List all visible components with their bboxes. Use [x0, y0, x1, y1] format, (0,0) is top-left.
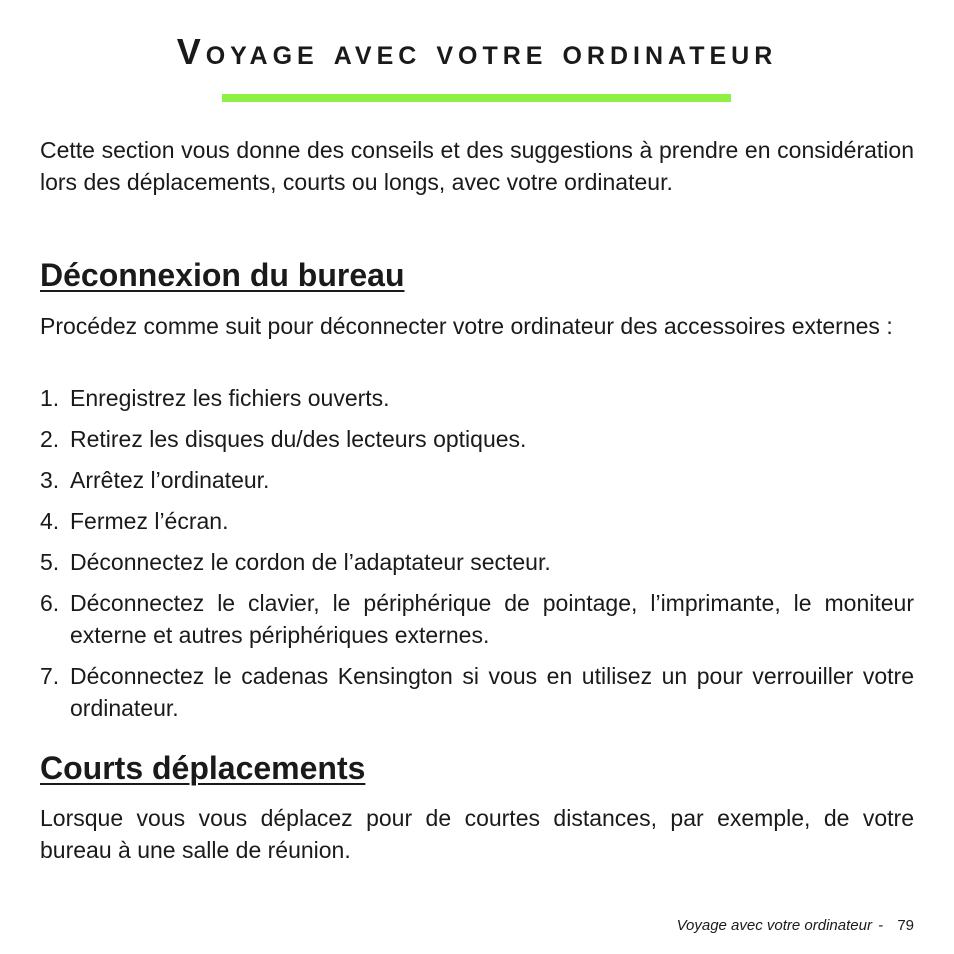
step-number: 6. [40, 590, 60, 616]
step-text: Arrêtez l’ordinateur. [70, 467, 270, 493]
section-paragraph-courts-deplacements: Lorsque vous vous déplacez pour de courtes distances, par exemple, de votre bureau à une salle de réunion. [40, 805, 914, 863]
list-item [40, 546, 914, 578]
section-heading-deconnexion: Déconnexion du bureau [40, 257, 405, 293]
list-item [40, 505, 914, 537]
section-heading-courts-deplacements: Courts déplacements [40, 750, 366, 786]
step-text: Fermez l’écran. [70, 508, 229, 534]
step-number: 3. [40, 467, 60, 493]
list-item [40, 464, 914, 496]
step-text: Déconnectez le clavier, le périphérique de pointage, l’imprimante, le moniteur externe et autres périphériques externes. [70, 590, 914, 648]
step-text: Déconnectez le cadenas Kensington si vous en utilisez un pour verrouiller votre ordinateur. [70, 663, 914, 721]
intro-paragraph: Cette section vous donne des conseils et des suggestions à prendre en considération lors des déplacements, courts ou longs, avec votre ordinateur. [40, 137, 914, 195]
page-number: 79 [897, 917, 914, 934]
list-item [40, 660, 914, 724]
list-item [40, 587, 914, 651]
step-text: Retirez les disques du/des lecteurs optiques. [70, 426, 527, 452]
title-accent-bar [222, 94, 731, 102]
page-footer [677, 916, 914, 936]
document-page [40, 0, 914, 954]
step-number: 7. [40, 663, 60, 689]
chapter-title: Voyage avec votre ordinateur [176, 31, 778, 72]
section-paragraph-deconnexion: Procédez comme suit pour déconnecter votre ordinateur des accessoires externes : [40, 313, 893, 339]
step-number: 4. [40, 508, 60, 534]
steps-list [40, 382, 914, 733]
step-text: Déconnectez le cordon de l’adaptateur secteur. [70, 549, 551, 575]
footer-separator: - [878, 917, 884, 934]
footer-running-title: Voyage avec votre ordinateur [676, 917, 872, 934]
step-number: 1. [40, 385, 60, 411]
step-text: Enregistrez les fichiers ouverts. [70, 385, 390, 411]
step-number: 2. [40, 426, 60, 452]
step-number: 5. [40, 549, 60, 575]
list-item [40, 423, 914, 455]
list-item [40, 382, 914, 414]
